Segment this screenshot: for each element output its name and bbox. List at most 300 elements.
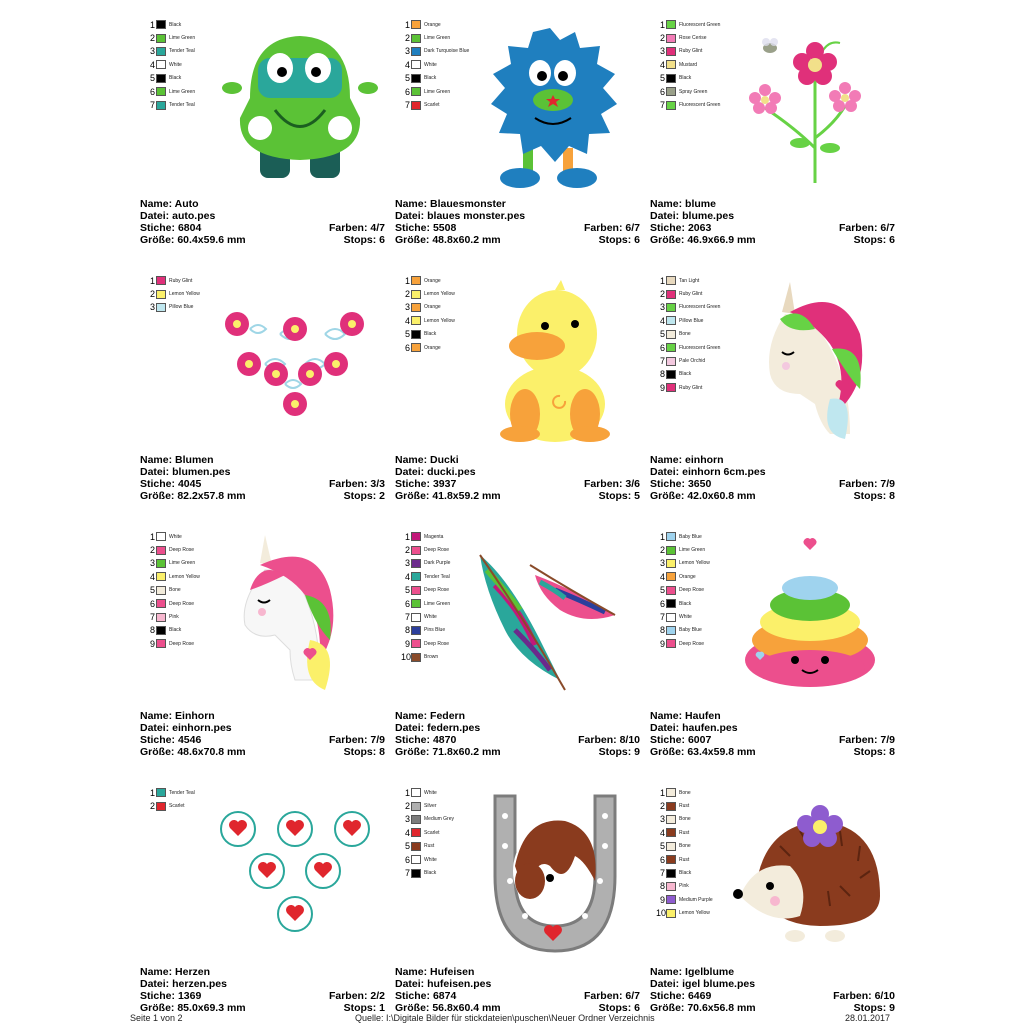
print-date: 28.01.2017	[845, 1013, 891, 1023]
color-name: Baby Blue	[679, 533, 702, 540]
swatch-number: 6	[659, 854, 665, 865]
swatch-number: 5	[659, 585, 665, 596]
colors-label: Farben:	[583, 478, 623, 490]
stitches-row	[650, 478, 895, 490]
size-row	[395, 746, 640, 758]
color-swatch-row	[656, 853, 713, 866]
color-name: Silver	[424, 803, 437, 810]
swatch-number: 8	[659, 625, 665, 636]
name-label: Name:	[140, 198, 173, 210]
color-swatch-row	[656, 907, 713, 920]
color-swatch-row	[401, 799, 454, 812]
design-info	[395, 454, 640, 502]
design-stops: 9	[634, 746, 640, 758]
color-swatch-row	[656, 880, 713, 893]
color-swatch-row	[401, 840, 454, 853]
color-swatch	[666, 276, 676, 285]
color-name: Lime Green	[169, 35, 196, 42]
color-swatch-row	[401, 314, 455, 327]
color-swatch-row	[401, 557, 450, 570]
stitches-row	[395, 478, 640, 490]
size-label: Größe:	[650, 490, 685, 502]
color-swatch-row	[656, 543, 710, 556]
design-colors: 7/9	[370, 734, 385, 746]
swatch-number: 1	[659, 19, 665, 30]
swatch-number: 4	[149, 59, 155, 70]
color-palette	[656, 274, 720, 395]
swatch-number: 2	[149, 801, 155, 812]
color-swatch	[156, 101, 166, 110]
colors-label: Farben:	[833, 990, 872, 1002]
swatch-number: 5	[404, 841, 410, 852]
color-swatch-row	[656, 341, 720, 354]
design-cell	[650, 274, 900, 524]
name-row	[395, 454, 640, 466]
color-name: Black	[424, 75, 437, 82]
design-cell	[650, 530, 900, 780]
color-swatch-row	[401, 570, 450, 583]
color-swatch-row	[146, 799, 195, 812]
color-name: Bone	[679, 843, 691, 850]
color-swatch	[666, 357, 676, 366]
color-name: Lemon Yellow	[424, 317, 455, 324]
color-name: Rust	[424, 843, 435, 850]
design-colors: 6/7	[880, 222, 895, 234]
design-image-einhorn-2	[210, 530, 385, 705]
size-label: Größe:	[395, 234, 430, 246]
color-swatch-row	[401, 85, 469, 98]
color-palette	[656, 18, 720, 112]
color-swatch	[411, 855, 421, 864]
design-cell	[650, 786, 900, 1036]
stops-label: Stops:	[598, 490, 632, 502]
color-swatch-row	[146, 31, 195, 44]
design-info	[140, 710, 385, 758]
swatch-number: 7	[659, 100, 665, 111]
color-swatch-row	[146, 786, 195, 799]
swatch-number: 1	[149, 531, 155, 542]
design-colors: 6/10	[874, 990, 895, 1002]
stitches-row	[395, 222, 640, 234]
name-row	[395, 198, 640, 210]
file-row	[395, 466, 640, 478]
colors-label: Farben:	[328, 222, 368, 234]
swatch-number: 5	[404, 73, 410, 84]
file-row	[140, 210, 385, 222]
color-swatch-row	[656, 274, 720, 287]
color-name: Black	[169, 21, 182, 28]
swatch-number: 2	[404, 801, 410, 812]
file-label: Datei:	[140, 466, 170, 478]
color-swatch-row	[401, 18, 469, 31]
swatch-number: 3	[659, 814, 665, 825]
color-swatch	[156, 626, 166, 635]
design-info	[140, 966, 385, 1014]
swatch-number: 4	[659, 315, 665, 326]
color-name: Ruby Glint	[169, 277, 193, 284]
design-stitches: 2063	[687, 222, 712, 234]
color-name: Black	[679, 75, 692, 82]
color-swatch	[666, 599, 676, 608]
swatch-number: 2	[149, 289, 155, 300]
color-name: Deep Rose	[169, 600, 195, 607]
color-swatch-row	[656, 866, 713, 879]
stitches-row	[140, 734, 385, 746]
color-swatch	[666, 909, 676, 918]
color-swatch-row	[656, 826, 713, 839]
color-swatch	[411, 316, 421, 325]
color-name: Scarlet	[424, 102, 440, 109]
color-swatch-row	[656, 301, 720, 314]
color-swatch	[666, 788, 676, 797]
color-name: Tender Teal	[424, 573, 450, 580]
design-stops: 1	[379, 1002, 385, 1014]
color-palette	[401, 274, 455, 354]
color-name: Deep Rose	[424, 587, 450, 594]
design-colors: 3/6	[625, 478, 640, 490]
color-swatch	[156, 303, 166, 312]
size-row	[395, 234, 640, 246]
design-colors: 2/2	[370, 990, 385, 1002]
color-swatch	[411, 613, 421, 622]
stops-label: Stops:	[853, 234, 887, 246]
color-swatch-row	[656, 368, 720, 381]
color-swatch	[411, 828, 421, 837]
color-swatch-row	[656, 45, 720, 58]
color-palette	[146, 786, 195, 813]
file-row	[650, 978, 895, 990]
file-row	[140, 722, 385, 734]
color-palette	[401, 786, 454, 880]
swatch-number: 2	[659, 545, 665, 556]
size-row	[650, 490, 895, 502]
color-swatch-row	[401, 624, 450, 637]
color-palette	[146, 530, 200, 651]
file-label: Datei:	[395, 210, 425, 222]
color-swatch-row	[401, 328, 455, 341]
stitches-row	[140, 222, 385, 234]
color-name: Fluorescent Green	[679, 304, 721, 311]
color-name: Lemon Yellow	[679, 910, 710, 917]
swatch-number: 3	[404, 558, 410, 569]
stitches-label: Stiche:	[650, 222, 686, 234]
color-swatch	[156, 532, 166, 541]
swatch-number: 6	[659, 598, 665, 609]
color-name: Black	[679, 371, 692, 378]
size-label: Größe:	[395, 1002, 430, 1014]
color-swatch-row	[146, 287, 200, 300]
design-file: einhorn 6cm.pes	[682, 466, 766, 478]
size-row	[140, 490, 385, 502]
name-label: Name:	[140, 454, 173, 466]
size-label: Größe:	[140, 746, 175, 758]
color-swatch	[411, 532, 421, 541]
swatch-number: 6	[149, 86, 155, 97]
stops-label: Stops:	[853, 746, 887, 758]
design-cell	[395, 786, 645, 1036]
color-swatch-row	[401, 651, 450, 664]
design-size: 85.0x69.3 mm	[177, 1002, 246, 1014]
color-swatch-row	[656, 893, 713, 906]
source-path: Quelle: I:\Digitale Bilder für stickdateien\puschen\Neuer Ordner Verzeichnis	[355, 1013, 655, 1023]
stitches-label: Stiche:	[395, 222, 431, 234]
name-row	[395, 966, 640, 978]
file-row	[395, 722, 640, 734]
swatch-number: 7	[404, 868, 410, 879]
swatch-number: 10	[401, 652, 412, 663]
color-name: Tender Teal	[169, 102, 195, 109]
color-swatch-row	[146, 543, 200, 556]
page-number: Seite 1 von 2	[130, 1013, 183, 1023]
swatch-number: 6	[404, 598, 410, 609]
color-name: White	[679, 614, 692, 621]
swatch-number: 2	[659, 289, 665, 300]
color-swatch-row	[656, 85, 720, 98]
swatch-number: 6	[404, 86, 410, 97]
stitches-label: Stiche:	[140, 222, 176, 234]
stops-label: Stops:	[598, 234, 632, 246]
color-swatch	[411, 842, 421, 851]
design-name: blume	[685, 198, 716, 210]
color-name: Medium Purple	[679, 896, 713, 903]
stitches-label: Stiche:	[140, 734, 176, 746]
color-swatch	[411, 869, 421, 878]
swatch-number: 6	[149, 598, 155, 609]
color-name: Orange	[679, 573, 696, 580]
size-label: Größe:	[650, 1002, 685, 1014]
design-name: Blumen	[175, 454, 214, 466]
design-file: herzen.pes	[172, 978, 227, 990]
color-name: Bone	[679, 816, 691, 823]
file-label: Datei:	[395, 466, 425, 478]
swatch-number: 4	[659, 827, 665, 838]
design-stitches: 4546	[177, 734, 202, 746]
design-file: igel blume.pes	[682, 978, 756, 990]
design-stitches: 4045	[177, 478, 202, 490]
color-swatch-row	[401, 58, 469, 71]
colors-label: Farben:	[583, 222, 623, 234]
swatch-number: 6	[659, 86, 665, 97]
stitches-row	[140, 478, 385, 490]
swatch-number: 2	[149, 33, 155, 44]
color-swatch	[411, 87, 421, 96]
color-swatch	[666, 74, 676, 83]
design-stitches: 6874	[432, 990, 457, 1002]
color-name: Fluorescent Green	[679, 21, 721, 28]
design-size: 70.6x56.8 mm	[687, 1002, 756, 1014]
swatch-number: 8	[659, 881, 665, 892]
design-name: Auto	[174, 198, 199, 210]
color-swatch	[411, 626, 421, 635]
color-swatch	[666, 47, 676, 56]
color-name: Tender Teal	[169, 48, 195, 55]
color-palette	[146, 18, 195, 112]
size-row	[650, 746, 895, 758]
color-swatch	[666, 626, 676, 635]
color-swatch	[666, 842, 676, 851]
name-row	[395, 710, 640, 722]
color-swatch	[666, 559, 676, 568]
color-swatch	[666, 546, 676, 555]
design-name: Herzen	[175, 966, 211, 978]
color-name: Deep Rose	[169, 640, 195, 647]
design-size: 56.8x60.4 mm	[432, 1002, 501, 1014]
design-info	[395, 966, 640, 1014]
file-label: Datei:	[140, 210, 170, 222]
swatch-number: 3	[659, 46, 665, 57]
color-name: Orange	[424, 344, 441, 351]
design-size: 82.2x57.8 mm	[177, 490, 246, 502]
color-swatch-row	[401, 826, 454, 839]
size-label: Größe:	[140, 490, 175, 502]
color-swatch	[666, 828, 676, 837]
stitches-row	[395, 990, 640, 1002]
color-swatch-row	[401, 301, 455, 314]
color-swatch	[411, 639, 421, 648]
color-swatch	[411, 276, 421, 285]
color-name: Deep Rose	[169, 547, 195, 554]
swatch-number: 4	[404, 59, 410, 70]
color-swatch-row	[401, 853, 454, 866]
name-label: Name:	[395, 966, 428, 978]
name-row	[140, 198, 385, 210]
design-image-blume	[720, 18, 895, 193]
swatch-number: 2	[149, 545, 155, 556]
color-swatch-row	[146, 58, 195, 71]
colors-label: Farben:	[838, 478, 878, 490]
color-swatch	[666, 882, 676, 891]
color-swatch	[411, 546, 421, 555]
design-file: blumen.pes	[172, 466, 231, 478]
color-name: Bone	[679, 331, 691, 338]
design-name: Haufen	[685, 710, 721, 722]
color-name: Ruby Glint	[679, 384, 703, 391]
swatch-number: 1	[404, 787, 410, 798]
design-colors: 7/9	[880, 734, 895, 746]
color-swatch-row	[146, 85, 195, 98]
size-row	[650, 234, 895, 246]
color-swatch-row	[146, 274, 200, 287]
color-swatch	[156, 60, 166, 69]
color-swatch-row	[656, 72, 720, 85]
color-swatch	[411, 653, 421, 662]
design-stops: 9	[889, 1002, 895, 1014]
design-stitches: 6007	[687, 734, 712, 746]
stitches-label: Stiche:	[650, 990, 686, 1002]
color-swatch	[411, 802, 421, 811]
design-image-einhorn	[720, 274, 895, 449]
color-name: Rust	[679, 856, 690, 863]
file-row	[395, 210, 640, 222]
swatch-number: 4	[404, 827, 410, 838]
name-label: Name:	[395, 710, 428, 722]
design-image-blumen	[210, 274, 385, 449]
swatch-number: 1	[404, 531, 410, 542]
color-swatch	[411, 47, 421, 56]
color-swatch-row	[656, 813, 713, 826]
color-palette	[146, 274, 200, 314]
design-image-ducki	[465, 274, 640, 449]
color-swatch	[156, 802, 166, 811]
color-swatch	[156, 47, 166, 56]
design-colors: 4/7	[370, 222, 385, 234]
swatch-number: 3	[149, 46, 155, 57]
design-file: auto.pes	[172, 210, 216, 222]
file-row	[650, 466, 895, 478]
design-image-igelblume	[720, 786, 895, 961]
color-swatch	[666, 855, 676, 864]
color-swatch-row	[146, 584, 200, 597]
color-name: Deep Rose	[679, 640, 705, 647]
color-swatch	[156, 586, 166, 595]
color-swatch-row	[656, 597, 710, 610]
design-name: Federn	[430, 710, 466, 722]
design-cell	[395, 274, 645, 524]
color-swatch	[411, 60, 421, 69]
swatch-number: 6	[404, 854, 410, 865]
design-info	[140, 198, 385, 246]
file-row	[140, 466, 385, 478]
design-info	[395, 198, 640, 246]
color-name: Lime Green	[424, 600, 451, 607]
stitches-label: Stiche:	[395, 990, 431, 1002]
file-row	[650, 722, 895, 734]
colors-label: Farben:	[838, 734, 878, 746]
file-label: Datei:	[650, 210, 680, 222]
color-swatch-row	[401, 610, 450, 623]
swatch-number: 1	[149, 19, 155, 30]
color-swatch-row	[146, 45, 195, 58]
design-cell	[140, 530, 390, 780]
color-swatch	[411, 599, 421, 608]
color-name: Black	[424, 331, 437, 338]
color-palette	[401, 18, 469, 112]
file-label: Datei:	[140, 978, 170, 990]
color-swatch-row	[146, 637, 200, 650]
swatch-number: 9	[659, 382, 665, 393]
color-swatch-row	[401, 72, 469, 85]
stops-label: Stops:	[343, 234, 377, 246]
color-swatch-row	[401, 786, 454, 799]
swatch-number: 9	[659, 638, 665, 649]
design-image-auto	[210, 18, 385, 193]
swatch-number: 7	[659, 612, 665, 623]
name-label: Name:	[140, 966, 173, 978]
name-row	[650, 454, 895, 466]
stitches-label: Stiche:	[395, 478, 431, 490]
design-stops: 6	[379, 234, 385, 246]
stitches-row	[650, 734, 895, 746]
design-stitches: 3937	[432, 478, 457, 490]
swatch-number: 7	[149, 612, 155, 623]
design-stitches: 6804	[177, 222, 202, 234]
design-name: Ducki	[430, 454, 459, 466]
color-swatch-row	[656, 584, 710, 597]
color-name: Pink	[679, 883, 689, 890]
name-row	[650, 198, 895, 210]
color-swatch	[666, 802, 676, 811]
swatch-number: 1	[149, 275, 155, 286]
color-swatch	[411, 290, 421, 299]
swatch-number: 1	[404, 275, 410, 286]
swatch-number: 5	[149, 73, 155, 84]
color-name: Orange	[424, 21, 441, 28]
design-colors: 8/10	[619, 734, 640, 746]
swatch-number: 8	[659, 369, 665, 380]
color-swatch-row	[656, 570, 710, 583]
swatch-number: 4	[659, 59, 665, 70]
color-swatch	[666, 34, 676, 43]
